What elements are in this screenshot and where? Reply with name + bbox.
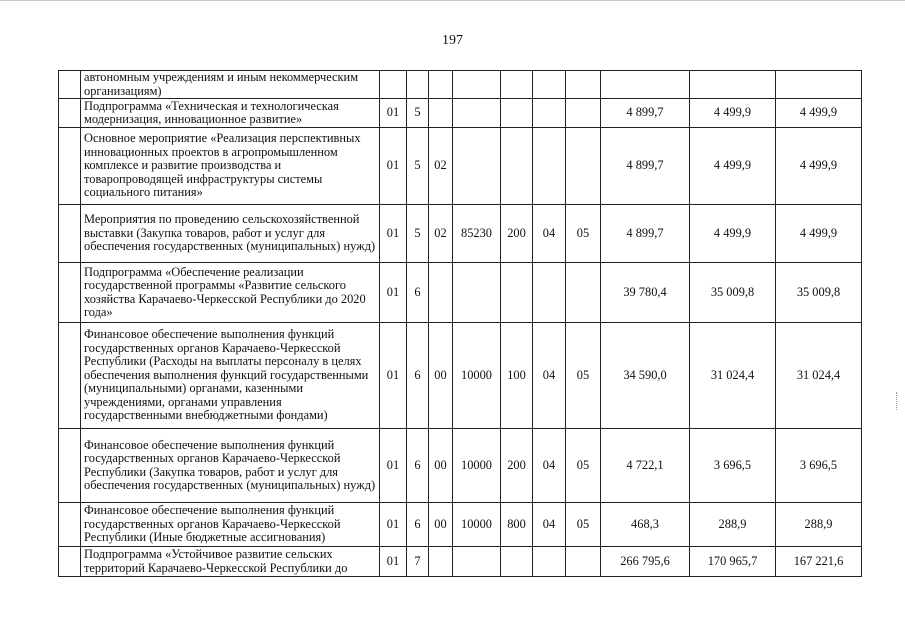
amount-1 <box>601 71 690 99</box>
code-col-3: 00 <box>429 429 453 503</box>
amount-3: 35 009,8 <box>776 263 862 323</box>
amount-2: 4 499,9 <box>690 99 776 128</box>
code-col-2: 7 <box>407 547 429 577</box>
code-col-2: 6 <box>407 263 429 323</box>
table-row <box>59 99 862 128</box>
row-gutter <box>59 263 81 323</box>
code-col-2: 5 <box>407 128 429 205</box>
amount-2: 170 965,7 <box>690 547 776 577</box>
code-col-7: 05 <box>566 323 601 429</box>
amount-3: 4 499,9 <box>776 99 862 128</box>
code-col-3 <box>429 99 453 128</box>
code-col-3 <box>429 263 453 323</box>
row-name: автономным учреждениям и иным некоммерческим организациям) <box>81 71 380 99</box>
code-col-6 <box>533 71 566 99</box>
amount-3: 31 024,4 <box>776 323 862 429</box>
table-row <box>59 547 862 577</box>
code-col-3: 00 <box>429 503 453 547</box>
code-col-6: 04 <box>533 205 566 263</box>
row-name: Мероприятия по проведению сельскохозяйственной выставки (Закупка товаров, работ и услуг для обеспечения государственных (муниципальных) нужд) <box>81 205 380 263</box>
amount-3: 3 696,5 <box>776 429 862 503</box>
code-col-6 <box>533 99 566 128</box>
budget-table <box>58 70 862 577</box>
code-col-1: 01 <box>380 323 407 429</box>
amount-3: 288,9 <box>776 503 862 547</box>
code-col-4 <box>453 128 501 205</box>
row-gutter <box>59 503 81 547</box>
amount-2: 35 009,8 <box>690 263 776 323</box>
code-col-5 <box>501 71 533 99</box>
amount-1: 4 899,7 <box>601 99 690 128</box>
row-name: Финансовое обеспечение выполнения функций государственных органов Карачаево-Черкесской Республики (Иные бюджетные ассигнования) <box>81 503 380 547</box>
code-col-4: 85230 <box>453 205 501 263</box>
page-number: 197 <box>442 33 463 48</box>
table-row <box>59 128 862 205</box>
code-col-7: 05 <box>566 503 601 547</box>
amount-3: 4 499,9 <box>776 205 862 263</box>
table-row <box>59 503 862 547</box>
row-name: Финансовое обеспечение выполнения функций государственных органов Карачаево-Черкесской Республики (Закупка товаров, работ и услуг для обеспечения государственных (муниципальных) нужд) <box>81 429 380 503</box>
amount-2: 31 024,4 <box>690 323 776 429</box>
code-col-6: 04 <box>533 323 566 429</box>
row-gutter <box>59 99 81 128</box>
amount-1: 4 722,1 <box>601 429 690 503</box>
code-col-1 <box>380 71 407 99</box>
code-col-2: 5 <box>407 99 429 128</box>
code-col-7: 05 <box>566 429 601 503</box>
code-col-4: 10000 <box>453 429 501 503</box>
row-name: Подпрограмма «Обеспечение реализации государственной программы «Развитие сельского хозяйства Карачаево-Черкесской Республики до 2020 года» <box>81 263 380 323</box>
table-row <box>59 205 862 263</box>
code-col-4 <box>453 99 501 128</box>
code-col-5: 200 <box>501 205 533 263</box>
row-name: Подпрограмма «Устойчивое развитие сельских территорий Карачаево-Черкесской Республики до <box>81 547 380 577</box>
code-col-3: 02 <box>429 205 453 263</box>
code-col-5 <box>501 128 533 205</box>
amount-2 <box>690 71 776 99</box>
page-top-edge <box>0 0 905 4</box>
code-col-1: 01 <box>380 99 407 128</box>
amount-1: 39 780,4 <box>601 263 690 323</box>
code-col-4 <box>453 547 501 577</box>
row-name: Основное мероприятие «Реализация перспективных инновационных проектов в агропромышленном комплексе и развитие производства и товаропроводящей инфраструктуры системы социального питания» <box>81 128 380 205</box>
amount-2: 3 696,5 <box>690 429 776 503</box>
row-gutter <box>59 429 81 503</box>
code-col-1: 01 <box>380 547 407 577</box>
amount-1: 4 899,7 <box>601 205 690 263</box>
code-col-3 <box>429 71 453 99</box>
code-col-2: 6 <box>407 323 429 429</box>
code-col-2 <box>407 71 429 99</box>
code-col-4 <box>453 263 501 323</box>
table-row <box>59 71 862 99</box>
row-name: Подпрограмма «Техническая и технологическая модернизация, инновационное развитие» <box>81 99 380 128</box>
amount-1: 266 795,6 <box>601 547 690 577</box>
amount-3: 167 221,6 <box>776 547 862 577</box>
code-col-6 <box>533 263 566 323</box>
amount-1: 468,3 <box>601 503 690 547</box>
code-col-3: 00 <box>429 323 453 429</box>
code-col-6: 04 <box>533 429 566 503</box>
code-col-2: 6 <box>407 429 429 503</box>
amount-1: 4 899,7 <box>601 128 690 205</box>
code-col-4: 10000 <box>453 323 501 429</box>
code-col-2: 5 <box>407 205 429 263</box>
code-col-5: 200 <box>501 429 533 503</box>
row-gutter <box>59 323 81 429</box>
code-col-7 <box>566 99 601 128</box>
amount-2: 288,9 <box>690 503 776 547</box>
code-col-5 <box>501 547 533 577</box>
code-col-6 <box>533 547 566 577</box>
table-row <box>59 263 862 323</box>
code-col-4 <box>453 71 501 99</box>
row-gutter <box>59 128 81 205</box>
code-col-5 <box>501 263 533 323</box>
code-col-7 <box>566 128 601 205</box>
amount-2: 4 499,9 <box>690 205 776 263</box>
code-col-1: 01 <box>380 503 407 547</box>
amount-3 <box>776 71 862 99</box>
code-col-2: 6 <box>407 503 429 547</box>
code-col-3 <box>429 547 453 577</box>
scan-artifact <box>896 392 899 410</box>
code-col-6: 04 <box>533 503 566 547</box>
code-col-1: 01 <box>380 263 407 323</box>
code-col-6 <box>533 128 566 205</box>
table-row <box>59 429 862 503</box>
amount-1: 34 590,0 <box>601 323 690 429</box>
table-row <box>59 323 862 429</box>
row-gutter <box>59 547 81 577</box>
code-col-5: 100 <box>501 323 533 429</box>
code-col-7 <box>566 547 601 577</box>
code-col-7 <box>566 71 601 99</box>
code-col-5: 800 <box>501 503 533 547</box>
code-col-3: 02 <box>429 128 453 205</box>
code-col-1: 01 <box>380 205 407 263</box>
code-col-4: 10000 <box>453 503 501 547</box>
row-gutter <box>59 205 81 263</box>
code-col-5 <box>501 99 533 128</box>
code-col-7 <box>566 263 601 323</box>
amount-3: 4 499,9 <box>776 128 862 205</box>
row-gutter <box>59 71 81 99</box>
code-col-1: 01 <box>380 128 407 205</box>
row-name: Финансовое обеспечение выполнения функций государственных органов Карачаево-Черкесской Республики (Расходы на выплаты персоналу в целях обеспечения выполнения функций государственными (муниципальными) органами, казенными учреждениями, органами управления государственными внебюджетными фондами) <box>81 323 380 429</box>
code-col-1: 01 <box>380 429 407 503</box>
code-col-7: 05 <box>566 205 601 263</box>
amount-2: 4 499,9 <box>690 128 776 205</box>
